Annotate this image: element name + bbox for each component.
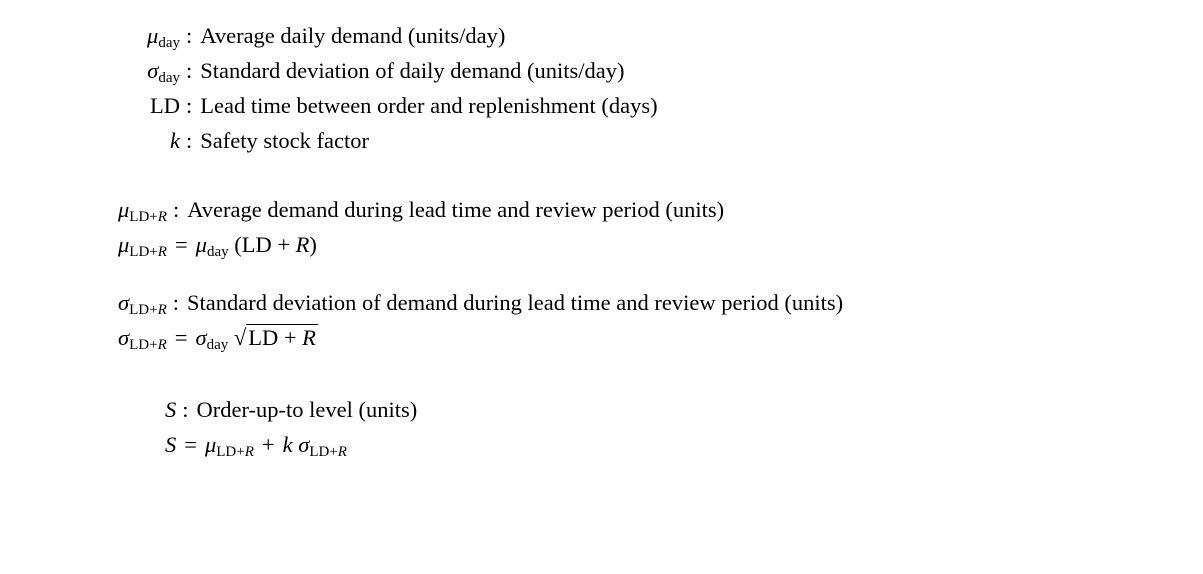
math-token (129, 337, 167, 353)
math-token: : (172, 197, 180, 222)
def-sigma-ld-r (118, 289, 843, 317)
math-token: σ (147, 58, 159, 83)
math-token: R (337, 444, 347, 460)
math-token: day (158, 35, 180, 51)
math-token: day (206, 244, 229, 260)
math-token: : (182, 397, 189, 422)
math-token: μ (195, 232, 207, 257)
math-token: : (186, 128, 193, 153)
math-token: σ (195, 325, 207, 350)
math-token: R (302, 325, 316, 350)
formula-sigma-ld-r (118, 324, 318, 352)
math-token: day (206, 337, 229, 353)
math-token: R (157, 209, 167, 225)
math-token: S (165, 397, 177, 422)
math-token: R (295, 232, 310, 257)
math-token: R (157, 337, 167, 353)
def-k (118, 127, 369, 155)
def-desc: Standard deviation of daily demand (units/day) (200, 58, 625, 83)
math-token (216, 444, 254, 460)
math-token: day (158, 70, 180, 86)
def-desc: Lead time between order and replenishment (days) (200, 93, 658, 118)
math-token: σ (298, 432, 310, 457)
math-token: : (186, 58, 193, 83)
math-token (118, 22, 180, 50)
math-token: LD+ (129, 209, 158, 225)
math-token: LD+ (129, 337, 158, 353)
math-token: (LD + (234, 232, 296, 257)
math-token: = (184, 432, 197, 457)
math-token: LD (150, 93, 180, 118)
math-token: LD + (248, 325, 303, 350)
math-token: k (170, 128, 180, 153)
math-token: Standard deviation of demand during lead time and review period (units) (187, 290, 844, 315)
math-token: : (172, 290, 180, 315)
def-desc: Safety stock factor (200, 128, 369, 153)
math-token: Average demand during lead time and review period (units) (187, 197, 725, 222)
math-token: R (157, 302, 167, 318)
def-order-up-to (165, 396, 417, 424)
math-token: σ (118, 290, 130, 315)
math-token: : (186, 23, 193, 48)
def-desc: Average daily demand (units/day) (200, 23, 506, 48)
math-token (129, 244, 167, 260)
def-ld (118, 92, 658, 120)
math-token: Order-up-to level (units) (196, 397, 418, 422)
math-token: LD+ (129, 302, 158, 318)
math-token: S (165, 432, 177, 457)
math-token (118, 57, 180, 85)
math-token: LD+ (309, 444, 338, 460)
math-token: ) (309, 232, 317, 257)
math-token: + (261, 432, 275, 457)
math-token: LD+ (129, 244, 158, 260)
math-token (309, 444, 347, 460)
math-token: = (174, 325, 188, 350)
math-token (129, 302, 167, 318)
def-sigma-day (118, 57, 625, 85)
math-token: = (174, 232, 188, 257)
math-token (118, 127, 180, 155)
formula-order-up-to (165, 431, 347, 459)
math-token: R (244, 444, 254, 460)
def-mu-ld-r (118, 196, 724, 224)
math-token: LD+ (216, 444, 245, 460)
math-token: : (186, 93, 193, 118)
math-token (246, 324, 318, 350)
formula-mu-ld-r (118, 231, 317, 259)
math-token: σ (118, 325, 130, 350)
math-token (129, 209, 167, 225)
math-token: √ (233, 325, 247, 350)
math-token: μ (118, 232, 130, 257)
math-token: μ (204, 432, 217, 457)
math-token: μ (118, 197, 130, 222)
math-token: k (282, 432, 293, 457)
math-token: μ (147, 23, 159, 48)
def-mu-day (118, 22, 505, 50)
math-token: R (157, 244, 167, 260)
sqrt-symbol (234, 324, 318, 352)
